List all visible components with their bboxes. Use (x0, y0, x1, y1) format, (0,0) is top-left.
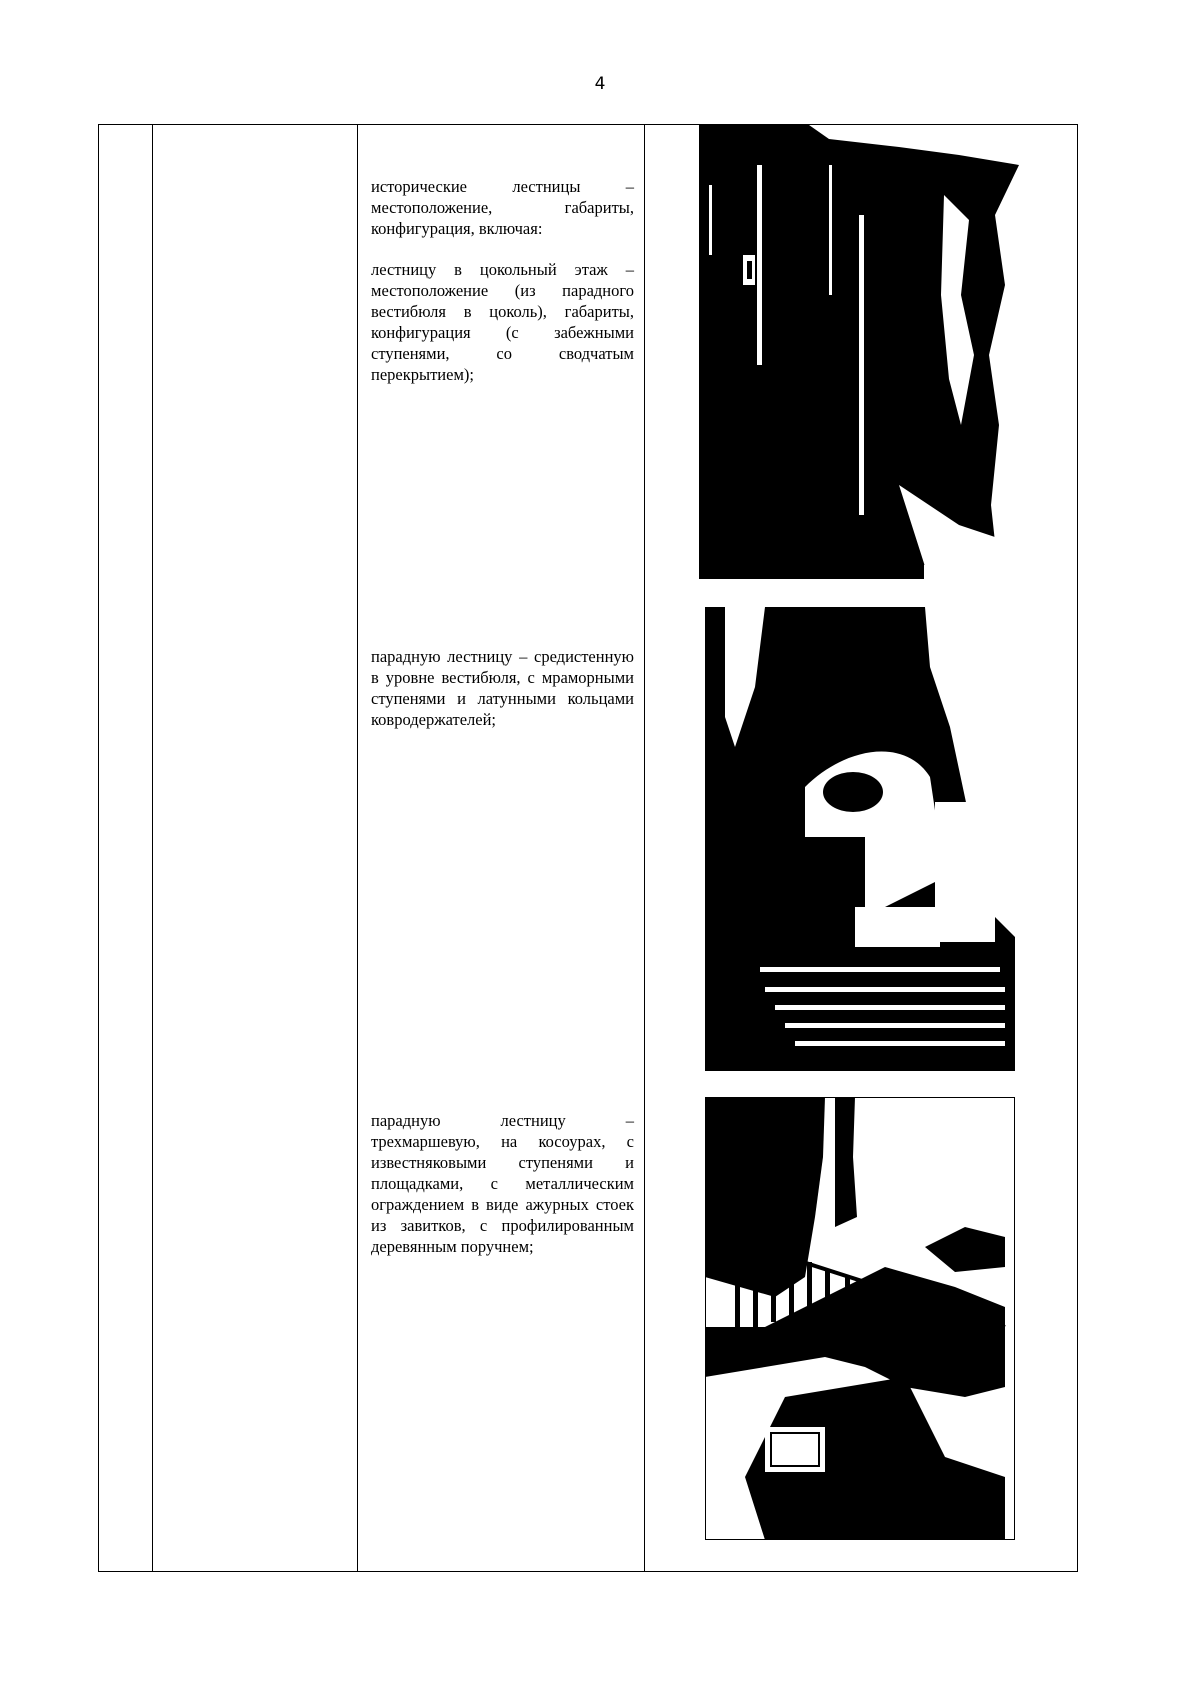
basement-staircase-photo (699, 125, 1019, 579)
column-divider-3 (644, 124, 645, 1572)
paragraph-main-stair-three-flight: парадную лестницу – трехмаршевую, на косоурах, с известняковыми ступенями и площадками, с металлическим ограждением в виде ажурных стоек из завитков, с профилированным деревянным поручнем; (371, 1111, 634, 1256)
text-block-row-3 (371, 1110, 634, 1277)
marble-staircase-photo (705, 607, 1015, 1071)
text-block-row-2 (371, 646, 634, 750)
text-block-row-1 (371, 176, 634, 405)
paragraph-main-stair-marble: парадную лестницу – средистенную в уровне вестибюля, с мраморными ступенями и латунными кольцами ковродержателей; (371, 647, 634, 729)
page-number: 4 (594, 74, 606, 94)
three-flight-staircase-photo (705, 1097, 1015, 1540)
column-divider-2 (357, 124, 358, 1572)
paragraph-basement-stair: лестницу в цокольный этаж – местоположение (из парадного вестибюля в цоколь), габариты, конфигурация (с забежными ступенями, со сводчатым перекрытием); (371, 260, 634, 384)
paragraph-historic-stairs: исторические лестницы – местоположение, габариты, конфигурация, включая: (371, 177, 634, 238)
column-divider-1 (152, 124, 153, 1572)
